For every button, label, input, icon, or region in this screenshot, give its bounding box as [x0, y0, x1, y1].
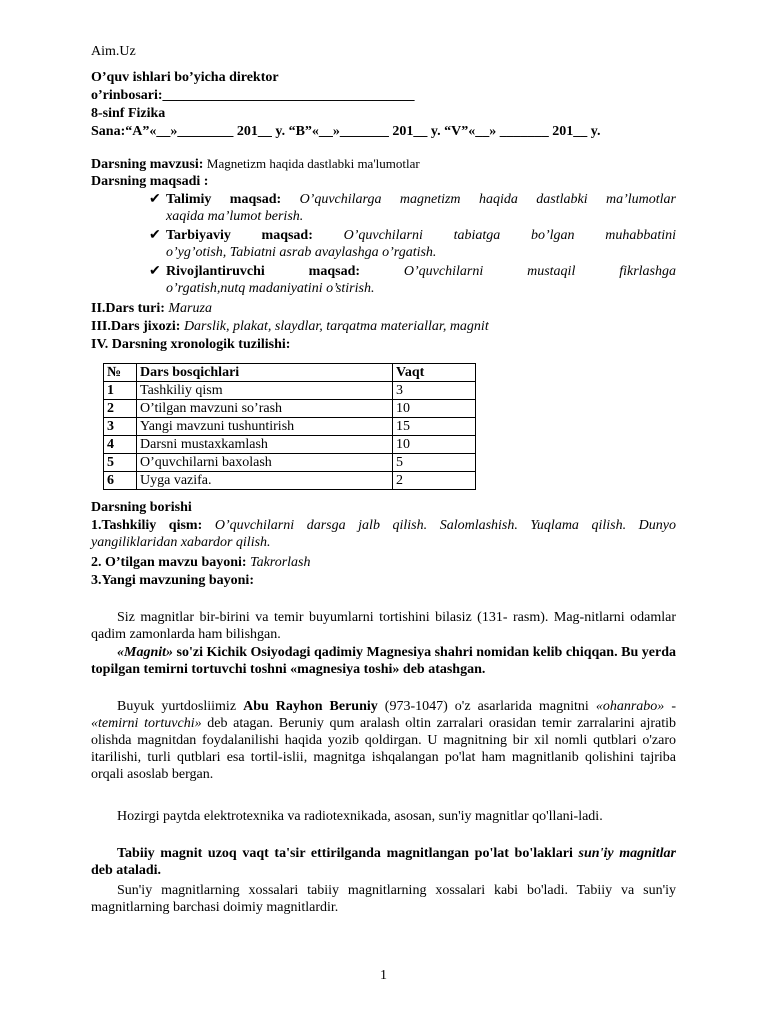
body-paragraph-3: [91, 698, 676, 783]
director-line-1: O’quv ishlari bo’yicha direktor: [91, 70, 279, 85]
scientist-name: Abu Rayhon Beruniy: [243, 699, 378, 714]
body-paragraph-5: [91, 845, 676, 879]
step-1-text: O’quvchilarni darsga jalb qilish. Salomlashish. Yuqlama qilish. Dunyo yangiliklaridan xabardor qilish.: [91, 518, 676, 550]
progress-title: Darsning borishi: [91, 500, 192, 515]
table-cell-stage: O’tilgan mavzuni so’rash: [137, 400, 393, 418]
body-paragraph-1: Siz magnitlar bir-birini va temir buyumlarni tortishini bilasiz (131- rasm). Mag-nitlarni odamlar qadim zamonlarda ham bilishgan.: [91, 610, 676, 642]
quoted-term: «ohanrabo» - «temirni tortuvchi»: [91, 699, 676, 731]
table-cell-time: 10: [393, 436, 476, 454]
grade-subject: 8-sinf Fizika: [91, 106, 166, 121]
objective-label: Rivojlantiruvchi maqsad:: [166, 264, 361, 279]
table-cell-stage: Tashkiliy qism: [137, 382, 393, 400]
check-icon: ✔: [149, 192, 161, 207]
table-header-cell: Vaqt: [393, 364, 476, 382]
table-cell-time: 2: [393, 472, 476, 490]
table-cell-number: 1: [104, 382, 137, 400]
step-2-label: 2. O’tilgan mavzu bayoni:: [91, 555, 247, 570]
body-text: deb atagan. Beruniy qum aralash oltin zarralari orasidan temir zarralarini ajratib olishda magnitdan foydalanilishi haqida yozib qoldirgan. U magnitning bir xil nomli qutblari o'zaro itarilishi, turli qutblari esa tortil-islii, magnitga ishqalangan po'lat ham magnitlanib qolishini tajriba orqali asoslab bergan.: [91, 716, 676, 782]
table-cell-time: 5: [393, 454, 476, 472]
chronology-label: IV. Darsning xronologik tuzilishi:: [91, 337, 291, 352]
objective-educational: [149, 191, 676, 225]
body-paragraph-2: [91, 644, 676, 678]
progress-step-3: 3.Yangi mavzuning bayoni:: [91, 573, 254, 588]
director-line-2: o’rinbosari:____________________________________: [91, 88, 415, 103]
table-cell-number: 6: [104, 472, 137, 490]
table-row: [104, 418, 476, 436]
lesson-type: [91, 300, 212, 317]
lesson-equipment-value: Darslik, plakat, slaydlar, tarqatma materiallar, magnit: [183, 319, 489, 334]
lesson-goal-label: Darsning maqsadi :: [91, 174, 209, 189]
table-header-cell: Dars bosqichlari: [137, 364, 393, 382]
table-row: [104, 454, 476, 472]
table-cell-number: 3: [104, 418, 137, 436]
body-text: deb ataladi.: [91, 863, 162, 878]
lesson-equipment: [91, 318, 489, 335]
body-text: (973-1047) o'z asarlarida magnitni: [377, 699, 596, 714]
body-paragraph-4: Hozirgi paytda elektrotexnika va radiotexnikada, asosan, sun'iy magnitlar qo'llani-ladi.: [117, 809, 603, 824]
check-icon: ✔: [149, 264, 161, 279]
objective-text-cont: xaqida ma’lumot berish.: [166, 209, 304, 224]
table-cell-time: 10: [393, 400, 476, 418]
table-cell-number: 5: [104, 454, 137, 472]
lesson-type-value: Maruza: [168, 301, 212, 316]
lesson-type-label: II.Dars turi:: [91, 301, 165, 316]
site-name: Aim.Uz: [91, 44, 136, 59]
objective-moral: [149, 227, 676, 261]
lesson-stages-table: [103, 363, 476, 490]
progress-step-2: [91, 554, 311, 571]
table-cell-number: 4: [104, 436, 137, 454]
table-cell-time: 15: [393, 418, 476, 436]
table-row: [104, 436, 476, 454]
lesson-topic-label: Darsning mavzusi:: [91, 157, 204, 172]
table-cell-stage: O’quvchilarni baxolash: [137, 454, 393, 472]
body-text: Tabiiy magnit uzoq vaqt ta'sir ettirilganda magnitlangan po'lat bo'laklari: [117, 846, 579, 861]
table-row: [104, 472, 476, 490]
body-paragraph-6: Sun'iy magnitlarning xossalari tabiiy magnitlarning xossalari kabi bo'ladi. Tabiiy va sun'iy magnitlarning barchasi doimiy magnitlardir.: [91, 883, 676, 915]
lesson-topic-value: Magnetizm haqida dastlabki ma'lumotlar: [206, 156, 420, 171]
table-header-row: [104, 364, 476, 382]
objective-label: Talimiy maqsad:: [166, 192, 282, 207]
lesson-equipment-label: III.Dars jixozi:: [91, 319, 181, 334]
objective-label: Tarbiyaviy maqsad:: [166, 228, 313, 243]
progress-step-1: [91, 517, 676, 551]
table-header-cell: №: [104, 364, 137, 382]
objective-developmental: [149, 263, 676, 297]
table-row: [104, 400, 476, 418]
magnit-word: «Magnit»: [117, 645, 174, 660]
lesson-topic: [91, 155, 420, 173]
objective-text-cont: o’rgatish,nutq madaniyatini o’stirish.: [166, 281, 375, 296]
table-cell-stage: Darsni mustaxkamlash: [137, 436, 393, 454]
body-text: Buyuk yurtdosliimiz: [117, 699, 244, 714]
objective-text-cont: o’yg’otish, Tabiatni asrab avaylashga o’rgatish.: [166, 245, 437, 260]
page-number: 1: [380, 968, 387, 983]
objective-text: O’quvchilarni tabiatga bo’lgan muhabbatini: [343, 228, 676, 243]
date-line: Sana:“A”«__»________ 201__ y. “B”«__»_______ 201__ y. “V”«__» _______ 201__ y.: [91, 124, 601, 139]
table-cell-stage: Yangi mavzuni tushuntirish: [137, 418, 393, 436]
step-2-text: Takrorlash: [250, 555, 311, 570]
body-paragraph-2-rest: so'zi Kichik Osiyodagi qadimiy Magnesiya shahri nomidan kelib chiqqan. Bu yerda topilgan temirni tortuvchi toshni «magnesiya toshi» deb atashgan.: [91, 645, 676, 677]
table-cell-stage: Uyga vazifa.: [137, 472, 393, 490]
objective-text: O’quvchilarni mustaqil fikrlashga: [403, 264, 677, 279]
check-icon: ✔: [149, 228, 161, 243]
artificial-magnets-term: sun'iy magnitlar: [578, 846, 676, 861]
step-1-label: 1.Tashkiliy qism:: [91, 518, 203, 533]
table-row: [104, 382, 476, 400]
objective-text: O’quvchilarga magnetizm haqida dastlabki ma’lumotlar: [299, 192, 676, 207]
table-cell-time: 3: [393, 382, 476, 400]
table-cell-number: 2: [104, 400, 137, 418]
